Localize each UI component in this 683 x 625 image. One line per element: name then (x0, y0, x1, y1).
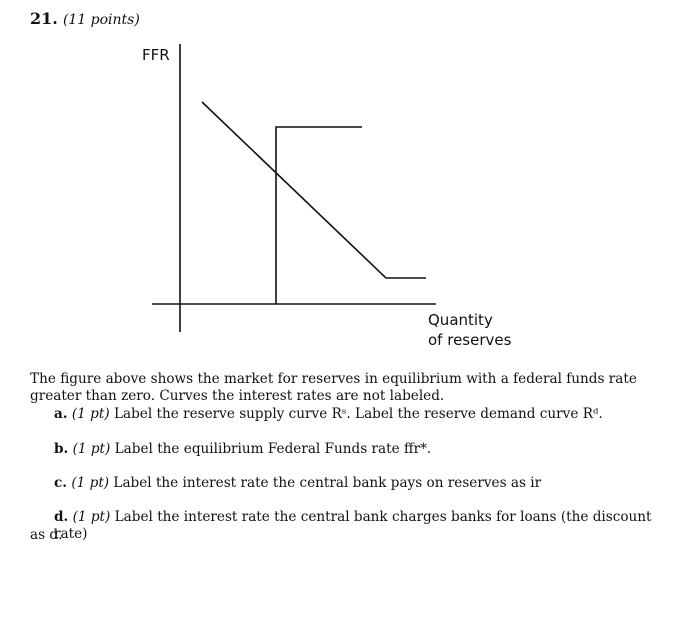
part-c (54, 475, 541, 492)
part-d-label: d. (54, 509, 69, 525)
part-a-points: (1 pt) (71, 406, 110, 422)
part-c-text: Label the interest rate the central bank pays on reserves as ir (113, 475, 542, 491)
part-d-points: (1 pt) (72, 509, 111, 525)
part-c-label: c. (54, 475, 68, 491)
x-axis-label-line2: of reserves (428, 331, 512, 349)
part-d (54, 509, 683, 543)
question-number: 21. (30, 9, 58, 28)
supply-curve (276, 127, 362, 304)
part-a-label: a. (54, 406, 68, 422)
part-d-text: Label the interest rate the central bank charges banks for loans (the discount rate) (54, 509, 652, 542)
part-a-text: Label the reserve supply curve Rˢ. Label the reserve demand curve Rᵈ. (113, 406, 603, 422)
part-c-points: (1 pt) (71, 475, 110, 491)
part-b-points: (1 pt) (72, 441, 111, 457)
x-axis-label-line1: Quantity (428, 311, 493, 329)
y-axis-label: FFR (142, 46, 170, 64)
part-b-label: b. (54, 441, 69, 457)
part-a (54, 406, 603, 423)
question-points: (11 points) (62, 12, 140, 28)
part-b-text: Label the equilibrium Federal Funds rate ffr*. (114, 441, 432, 457)
part-b (54, 441, 431, 458)
intro-paragraph: The figure above shows the market for reserves in equilibrium with a federal funds rate greater than zero. Curves the interest rates are not labeled. (30, 371, 637, 404)
part-d-continuation: as d. (30, 527, 63, 543)
demand-curve (202, 102, 426, 278)
